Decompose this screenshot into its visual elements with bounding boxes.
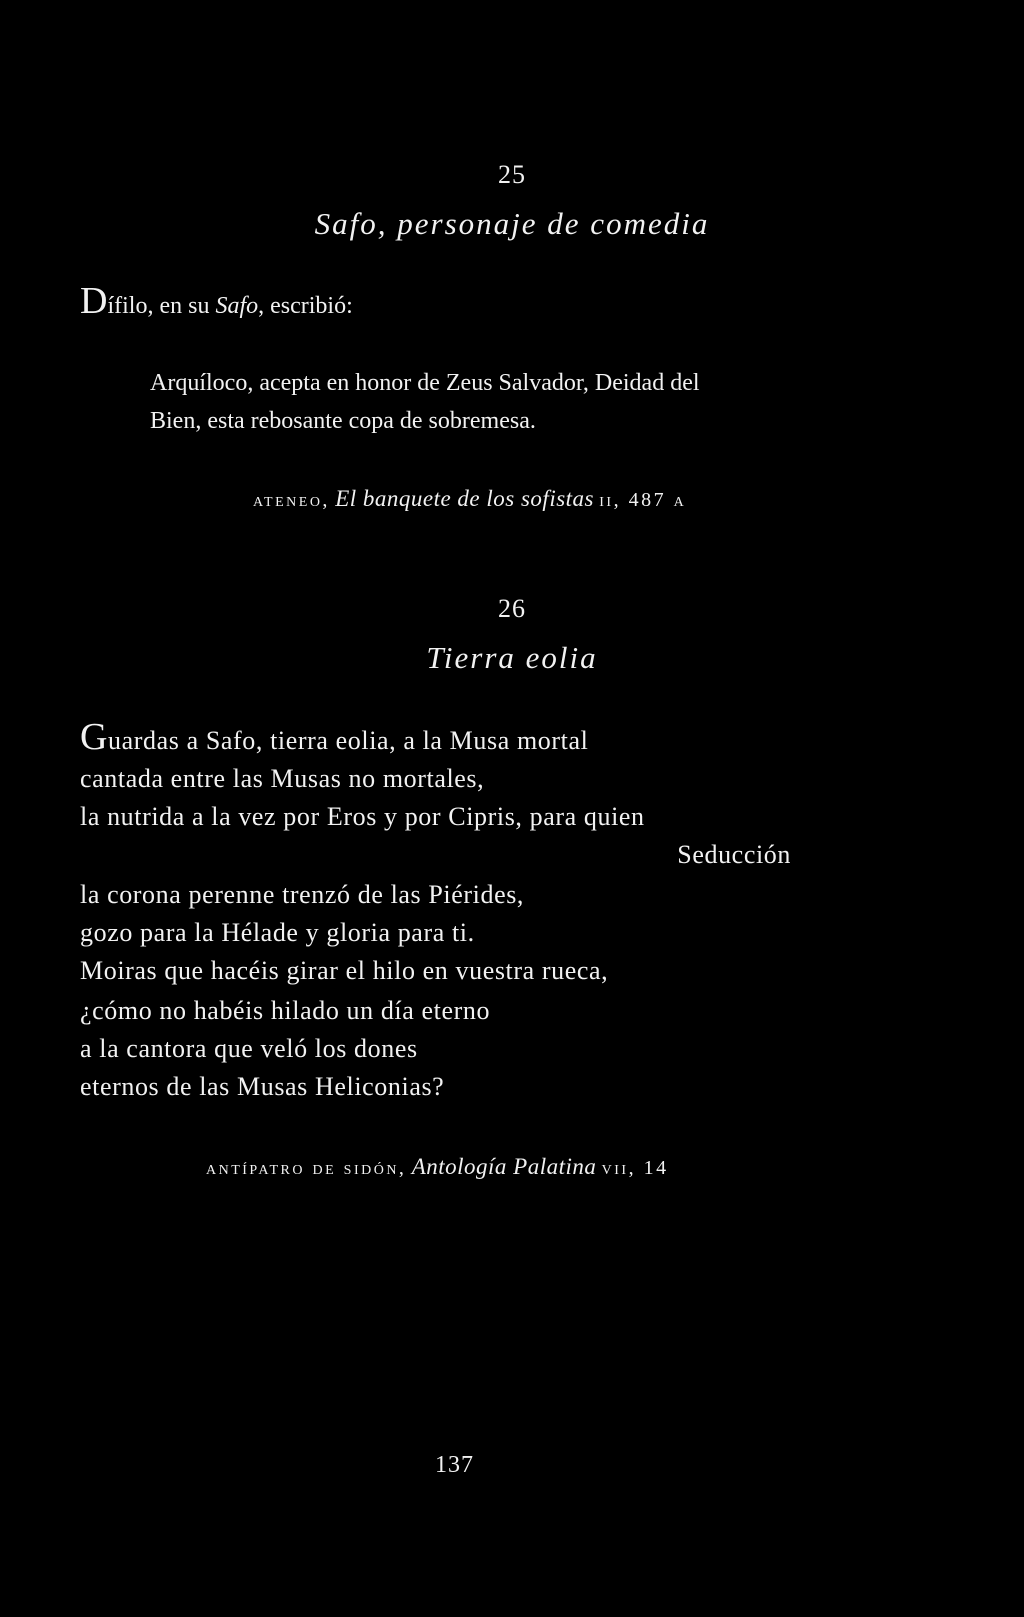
intro-end: , escribió: [258,293,353,319]
verse-line-3: la nutrida a la vez por Eros y por Cipris, para quien [80,802,645,831]
verse-line-3-continuation: Seducción [677,840,791,869]
source-work: El banquete de los sofistas [335,486,595,511]
source-ref: ii, 487 a [599,489,687,511]
section-26-title: Tierra eolia [426,640,598,675]
section-26-source [206,1154,669,1180]
quote-line-2: Bien, esta rebosante copa de sobremesa. [150,408,536,434]
verse-line-8: a la cantora que veló los dones [80,1034,418,1063]
section-26-number: 26 [498,594,526,623]
intro-text: ífilo, en su [107,293,216,319]
verse-line-1 [80,718,588,756]
verse-line-9: eternos de las Musas Heliconias? [80,1072,445,1101]
section-25-title: Safo, personaje de comedia [314,206,710,241]
drop-cap-g: G [80,716,109,758]
verse-line-7: ¿cómo no habéis hilado un día eterno [80,996,491,1025]
intro-work-title: Safo [215,293,259,319]
source-author: antípatro de sidón, [206,1157,407,1179]
drop-cap-d: D [80,280,108,322]
quote-line-1: Arquíloco, acepta en honor de Zeus Salvador, Deidad del [150,370,700,396]
verse-line-6: Moiras que hacéis girar el hilo en vuestra rueca, [80,956,609,985]
section-25-source [253,486,686,512]
verse-line-1-text: uardas a Safo, tierra eolia, a la Musa mortal [108,726,589,755]
verse-line-5: gozo para la Hélade y gloria para ti. [80,918,475,947]
source-author: ateneo, [253,489,330,511]
verse-line-2: cantada entre las Musas no mortales, [80,764,485,793]
page-number: 137 [435,1452,474,1478]
section-25-intro [80,282,353,320]
section-25-number: 25 [498,160,526,189]
source-ref: vii, 14 [601,1157,669,1179]
source-work: Antología Palatina [411,1154,597,1179]
verse-line-4: la corona perenne trenzó de las Piérides, [80,880,525,909]
